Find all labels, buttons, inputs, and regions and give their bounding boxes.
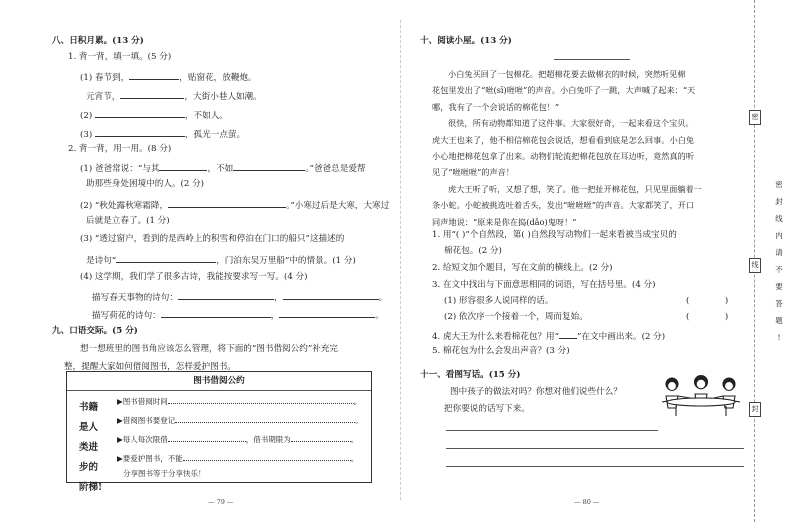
text: ▶图书借阅时间 xyxy=(117,397,168,406)
q1-line3 xyxy=(80,108,228,122)
rule-row-2 xyxy=(117,413,363,426)
writing-line[interactable] xyxy=(446,448,744,449)
q2-line8 xyxy=(92,290,387,304)
text: ▶每人每次限借 xyxy=(117,435,168,444)
motto-line: 书籍 xyxy=(79,402,99,413)
passage-line: 见了“咝咝咝”的声音！ xyxy=(432,167,515,178)
text: 。 xyxy=(375,311,384,321)
warning-char: 内 xyxy=(775,231,783,240)
q2-line3 xyxy=(80,198,389,212)
passage-line: 虎大王也来了，他不相信棉花包会说话，想看看到底是怎么回事。小白兔 xyxy=(432,134,695,145)
warning-char: ! xyxy=(777,333,781,342)
text: 。 xyxy=(378,293,388,303)
blank[interactable] xyxy=(159,161,207,171)
reading-passage xyxy=(432,66,702,230)
q1-title: 1. 背一背，填一填。(5 分) xyxy=(68,52,172,62)
text: 描写荷花的诗句： xyxy=(92,311,161,321)
blank[interactable] xyxy=(116,253,216,263)
blank[interactable] xyxy=(120,89,184,99)
s9-para2: 整，提醒大家如何借阅图书，怎样爱护图书。 xyxy=(64,362,236,372)
s11-para2: 把你要说的话写下来。 xyxy=(444,404,530,414)
blank[interactable] xyxy=(233,161,305,171)
passage-line: 哪，我有了一个会说话的棉花包！” xyxy=(432,101,559,112)
text: ， xyxy=(273,293,283,303)
warning-char: 密 xyxy=(775,180,783,189)
text: 4. 虎大王为什么来看棉花包？用“ xyxy=(432,332,560,342)
text: 。 xyxy=(350,454,359,463)
text: 。 xyxy=(350,435,359,444)
warning-char: 要 xyxy=(775,282,783,291)
seal-box-xian: 线 xyxy=(749,258,761,273)
children-eating-illustration xyxy=(656,372,746,416)
q2-line9 xyxy=(92,308,384,322)
section-11-title: 十一、看图写话。(15 分) xyxy=(420,370,521,380)
passage-line: 同声地说：“原来是你在捣(dǎo)鬼呀！” xyxy=(432,216,577,227)
blank[interactable] xyxy=(95,127,185,137)
rule-row-3 xyxy=(117,432,358,445)
page-number-left: — 79 — xyxy=(208,498,234,506)
s9-para1: 想一想班里的图书角应该怎么管理，将下面的“图书借阅公约”补充完 xyxy=(80,344,339,354)
text: ▶要爱护图书，不能 xyxy=(117,454,183,463)
text: 元宵节， xyxy=(86,92,121,102)
rule-row-5: 分享图书等于分享快乐！ xyxy=(123,469,206,478)
blank[interactable] xyxy=(168,432,246,442)
section-10-title: 十、阅读小屋。(13 分) xyxy=(420,36,512,46)
page-number-right: — 80 — xyxy=(574,498,600,506)
page-fold xyxy=(400,20,401,500)
passage-line: 小心地把棉花包拿了出来。动物们轮流把棉花包放在耳边听，竟然真的听 xyxy=(432,151,695,162)
rule-row-1 xyxy=(117,394,361,407)
text: 是诗句“ xyxy=(86,256,117,266)
title-blank-line[interactable] xyxy=(554,59,630,60)
text: ，借书期限为 xyxy=(245,435,291,444)
writing-line[interactable] xyxy=(446,430,658,431)
answer-paren[interactable]: ( ) xyxy=(686,312,729,322)
blank[interactable] xyxy=(168,394,354,404)
r-q5: 5. 棉花包为什么会发出声音？(3 分) xyxy=(432,346,570,356)
q2-line4: 后就是立春了。(1 分) xyxy=(86,216,170,226)
warning-char: 封 xyxy=(775,197,783,206)
library-rules-title: 图书借阅公约 xyxy=(193,376,245,386)
text: ▶借阅图书要登记 xyxy=(117,416,176,425)
writing-line[interactable] xyxy=(446,466,744,467)
text: ，不如人。 xyxy=(184,111,228,121)
section-9-title: 九、口语交际。(5 分) xyxy=(52,326,138,336)
blank[interactable] xyxy=(129,70,179,80)
text: 描写春天事物的诗句： xyxy=(92,293,178,303)
seal-box-mi: 密 xyxy=(749,110,761,125)
text: ，贴窗花，放鞭炮。 xyxy=(179,73,257,83)
r-q4 xyxy=(432,329,665,343)
q2-line5: (3) “透过窗户，看到的是西岭上的积雪和停泊在门口的船只”这描述的 xyxy=(80,234,345,244)
side-motto xyxy=(79,398,102,498)
q1-line4 xyxy=(80,127,245,141)
passage-line: 虎大王听了听，又想了想，笑了。他一把扯开棉花包，只见里面躺着一 xyxy=(448,183,702,194)
answer-paren[interactable]: ( ) xyxy=(686,296,729,306)
blank[interactable] xyxy=(178,290,274,300)
motto-line: 步的 xyxy=(79,462,99,473)
blank[interactable] xyxy=(559,329,577,339)
text: 。”爸爸总是爱帮 xyxy=(305,164,366,174)
no-answer-warning xyxy=(774,176,784,346)
text: 。”小寒过后是大寒，大寒过 xyxy=(286,201,390,211)
text: ”在文中画出来。(2 分) xyxy=(577,332,666,342)
r-q1: 1. 用“( )”个自然段，第( )自然段写动物们一起来看被当成宝贝的 xyxy=(432,230,677,240)
text: (1) 春节到， xyxy=(80,73,130,83)
blank[interactable] xyxy=(168,198,286,208)
divider xyxy=(67,390,371,391)
r-q2: 2. 给短文加个题目，写在文前的横线上。(2 分) xyxy=(432,263,613,273)
section-8-title: 八、日积月累。(13 分) xyxy=(52,36,144,46)
blank[interactable] xyxy=(161,308,271,318)
passage-line: 很快，所有动物都知道了这件事。大家很好奇，一起来看这个宝贝。 xyxy=(448,118,694,129)
r-q3b: (2) 依次序一个接着一个，周而复始。 xyxy=(444,312,588,322)
text: ， xyxy=(270,311,280,321)
text: ，门泊东吴万里船”中的情景。(1 分) xyxy=(216,256,356,266)
q2-line2: 助那些身处困境中的人。(2 分) xyxy=(86,179,205,189)
warning-char: 请 xyxy=(775,248,783,257)
text: 。 xyxy=(353,397,362,406)
text: (2) xyxy=(80,111,93,121)
blank[interactable] xyxy=(175,413,355,423)
motto-line: 阶梯! xyxy=(79,482,103,493)
library-rules-box xyxy=(66,371,372,493)
text: (2) “秋处露秋寒霜降， xyxy=(80,201,169,211)
seal-box-feng: 封 xyxy=(749,402,761,417)
text: 。 xyxy=(355,416,363,425)
q2-line1 xyxy=(80,161,366,175)
blank[interactable] xyxy=(183,451,351,461)
blank[interactable] xyxy=(95,108,185,118)
q1-line1 xyxy=(80,70,257,84)
warning-char: 不 xyxy=(775,265,783,274)
text: ，孤光一点萤。 xyxy=(184,130,246,140)
rule-row-4 xyxy=(117,451,358,464)
blank[interactable] xyxy=(283,290,379,300)
q2-line7: (4) 这学期，我们学了很多古诗，我能按要求写一写。(4 分) xyxy=(80,272,308,282)
r-q3a: (1) 形容很多人说同样的话。 xyxy=(444,296,554,306)
warning-char: 线 xyxy=(775,214,783,223)
passage-line: 条小蛇。小蛇被挑选吐着舌头，发出“咝咝咝”的声音。大家都笑了，开口 xyxy=(432,200,695,211)
text: (3) xyxy=(80,130,93,140)
blank[interactable] xyxy=(279,308,375,318)
passage-line: 花包里发出了“咝(sī)咝咝”的声音。小白兔吓了一跳，大声喊了起来：“天 xyxy=(432,85,696,96)
motto-line: 类进 xyxy=(79,442,99,453)
q2-line6 xyxy=(86,253,356,267)
motto-line: 是人 xyxy=(79,422,99,433)
passage-line: 小白兔买回了一包棉花。把超棉花要去做棉衣的时候，突然听见棉 xyxy=(448,69,686,79)
r-q1b: 棉花包。(2 分) xyxy=(444,246,502,256)
r-q3: 3. 在文中找出与下面意思相同的词语，写在括号里。(4 分) xyxy=(432,280,656,290)
s11-para1: 图中孩子的做法对吗？你想对他们说些什么？ xyxy=(450,387,622,397)
text: ，不如 xyxy=(207,164,234,174)
text: ，大街小巷人如潮。 xyxy=(184,92,262,102)
q2-title: 2. 背一背，用一用。(8 分) xyxy=(68,144,172,154)
q1-line2 xyxy=(86,89,262,103)
warning-char: 答 xyxy=(775,299,783,308)
blank[interactable] xyxy=(291,432,351,442)
warning-char: 题 xyxy=(775,316,783,325)
text: (1) 爸爸常说：“与其 xyxy=(80,164,160,174)
